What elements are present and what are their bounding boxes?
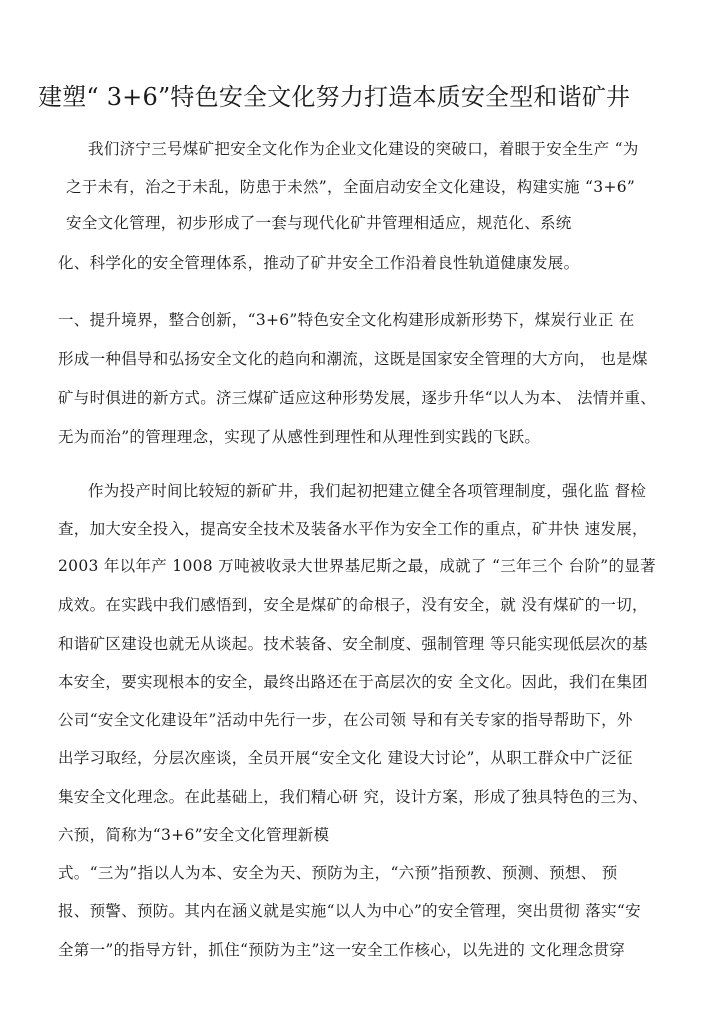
paragraph-3-line-7: 公司“安全文化建设年”活动中先行一步，在公司领 导和有关专家的指导帮助下，外 <box>58 711 633 729</box>
paragraph-1-line-1: 我们济宁三号煤矿把安全文化作为企业文化建设的突破口，着眼于安全生产 “为 <box>88 140 639 158</box>
paragraph-2-line-2: 形成一种倡导和弘扬安全文化的趋向和潮流，这既是国家安全管理的大方向， 也是煤 <box>58 350 648 368</box>
paragraph-3-line-4: 成效。在实践中我们感悟到，安全是煤矿的命根子，没有安全，就 没有煤矿的一切， <box>58 596 648 614</box>
paragraph-1-line-4: 化、科学化的安全管理体系，推动了矿井安全工作沿着良性轨道健康发展。 <box>58 254 580 272</box>
paragraph-3-line-1: 作为投产时间比较短的新矿井，我们起初把建立健全各项管理制度，强化监 督检 <box>88 482 647 500</box>
paragraph-3-line-3: 2003 年以年产 1008 万吨被收录大世界基尼斯之最，成就了 “三年三个 台阶”的显著 <box>58 557 656 575</box>
paragraph-1-line-2: 之于未有，治之于未乱，防患于未然”，全面启动安全文化建设，构建实施 “3+6” <box>66 178 636 196</box>
paragraph-3-line-2: 查，加大安全投入，提高安全技术及装备水平作为安全工作的重点，矿井快 速发展， <box>58 520 648 538</box>
paragraph-2-line-3: 矿与时俱进的新方式。济三煤矿适应这种形势发展，逐步升华“以人为本、 法情并重、 <box>58 389 657 407</box>
document-title: 建塑“ 3+6”特色安全文化努力打造本质安全型和谐矿井 <box>38 83 631 111</box>
paragraph-3-line-8: 出学习取经，分层次座谈，全员开展“安全文化 建设大讨论”，从职工群众中广泛征 <box>58 749 633 767</box>
paragraph-4-line-1: 式。“三为”指以人为本、安全为天、预防为主，“六预”指预教、预测、预想、 预 <box>58 864 618 882</box>
paragraph-1-line-3: 安全文化管理，初步形成了一套与现代化矿井管理相适应，规范化、系统 <box>66 214 572 232</box>
paragraph-3-line-6: 本安全，要实现根本的安全，最终出路还在于高层次的安 全文化。因此，我们在集团 <box>58 673 648 691</box>
paragraph-4-line-2: 报、预警、预防。其内在涵义就是实施“以人为中心”的安全管理，突出贯彻 落实“安 <box>58 902 641 920</box>
paragraph-2-line-4: 无为而治”的管理理念，实现了从感性到理性和从理性到实践的飞跃。 <box>58 428 541 446</box>
paragraph-2-line-1: 一、提升境界，整合创新，“3+6”特色安全文化构建形成新形势下，煤炭行业正 在 <box>58 311 635 329</box>
paragraph-3-line-10: 六预，简称为“3+6”安全文化管理新模 <box>58 826 330 844</box>
paragraph-3-line-5: 和谐矿区建设也就无从谈起。技术装备、安全制度、强制管理 等只能实现低层次的基 <box>58 635 648 653</box>
paragraph-3-line-9: 集安全文化理念。在此基础上，我们精心研 究，设计方案，形成了独具特色的三为、 <box>58 788 648 806</box>
paragraph-4-line-3: 全第一”的指导方针，抓住“预防为主”这一安全工作核心，以先进的 文化理念贯穿 <box>58 941 626 959</box>
